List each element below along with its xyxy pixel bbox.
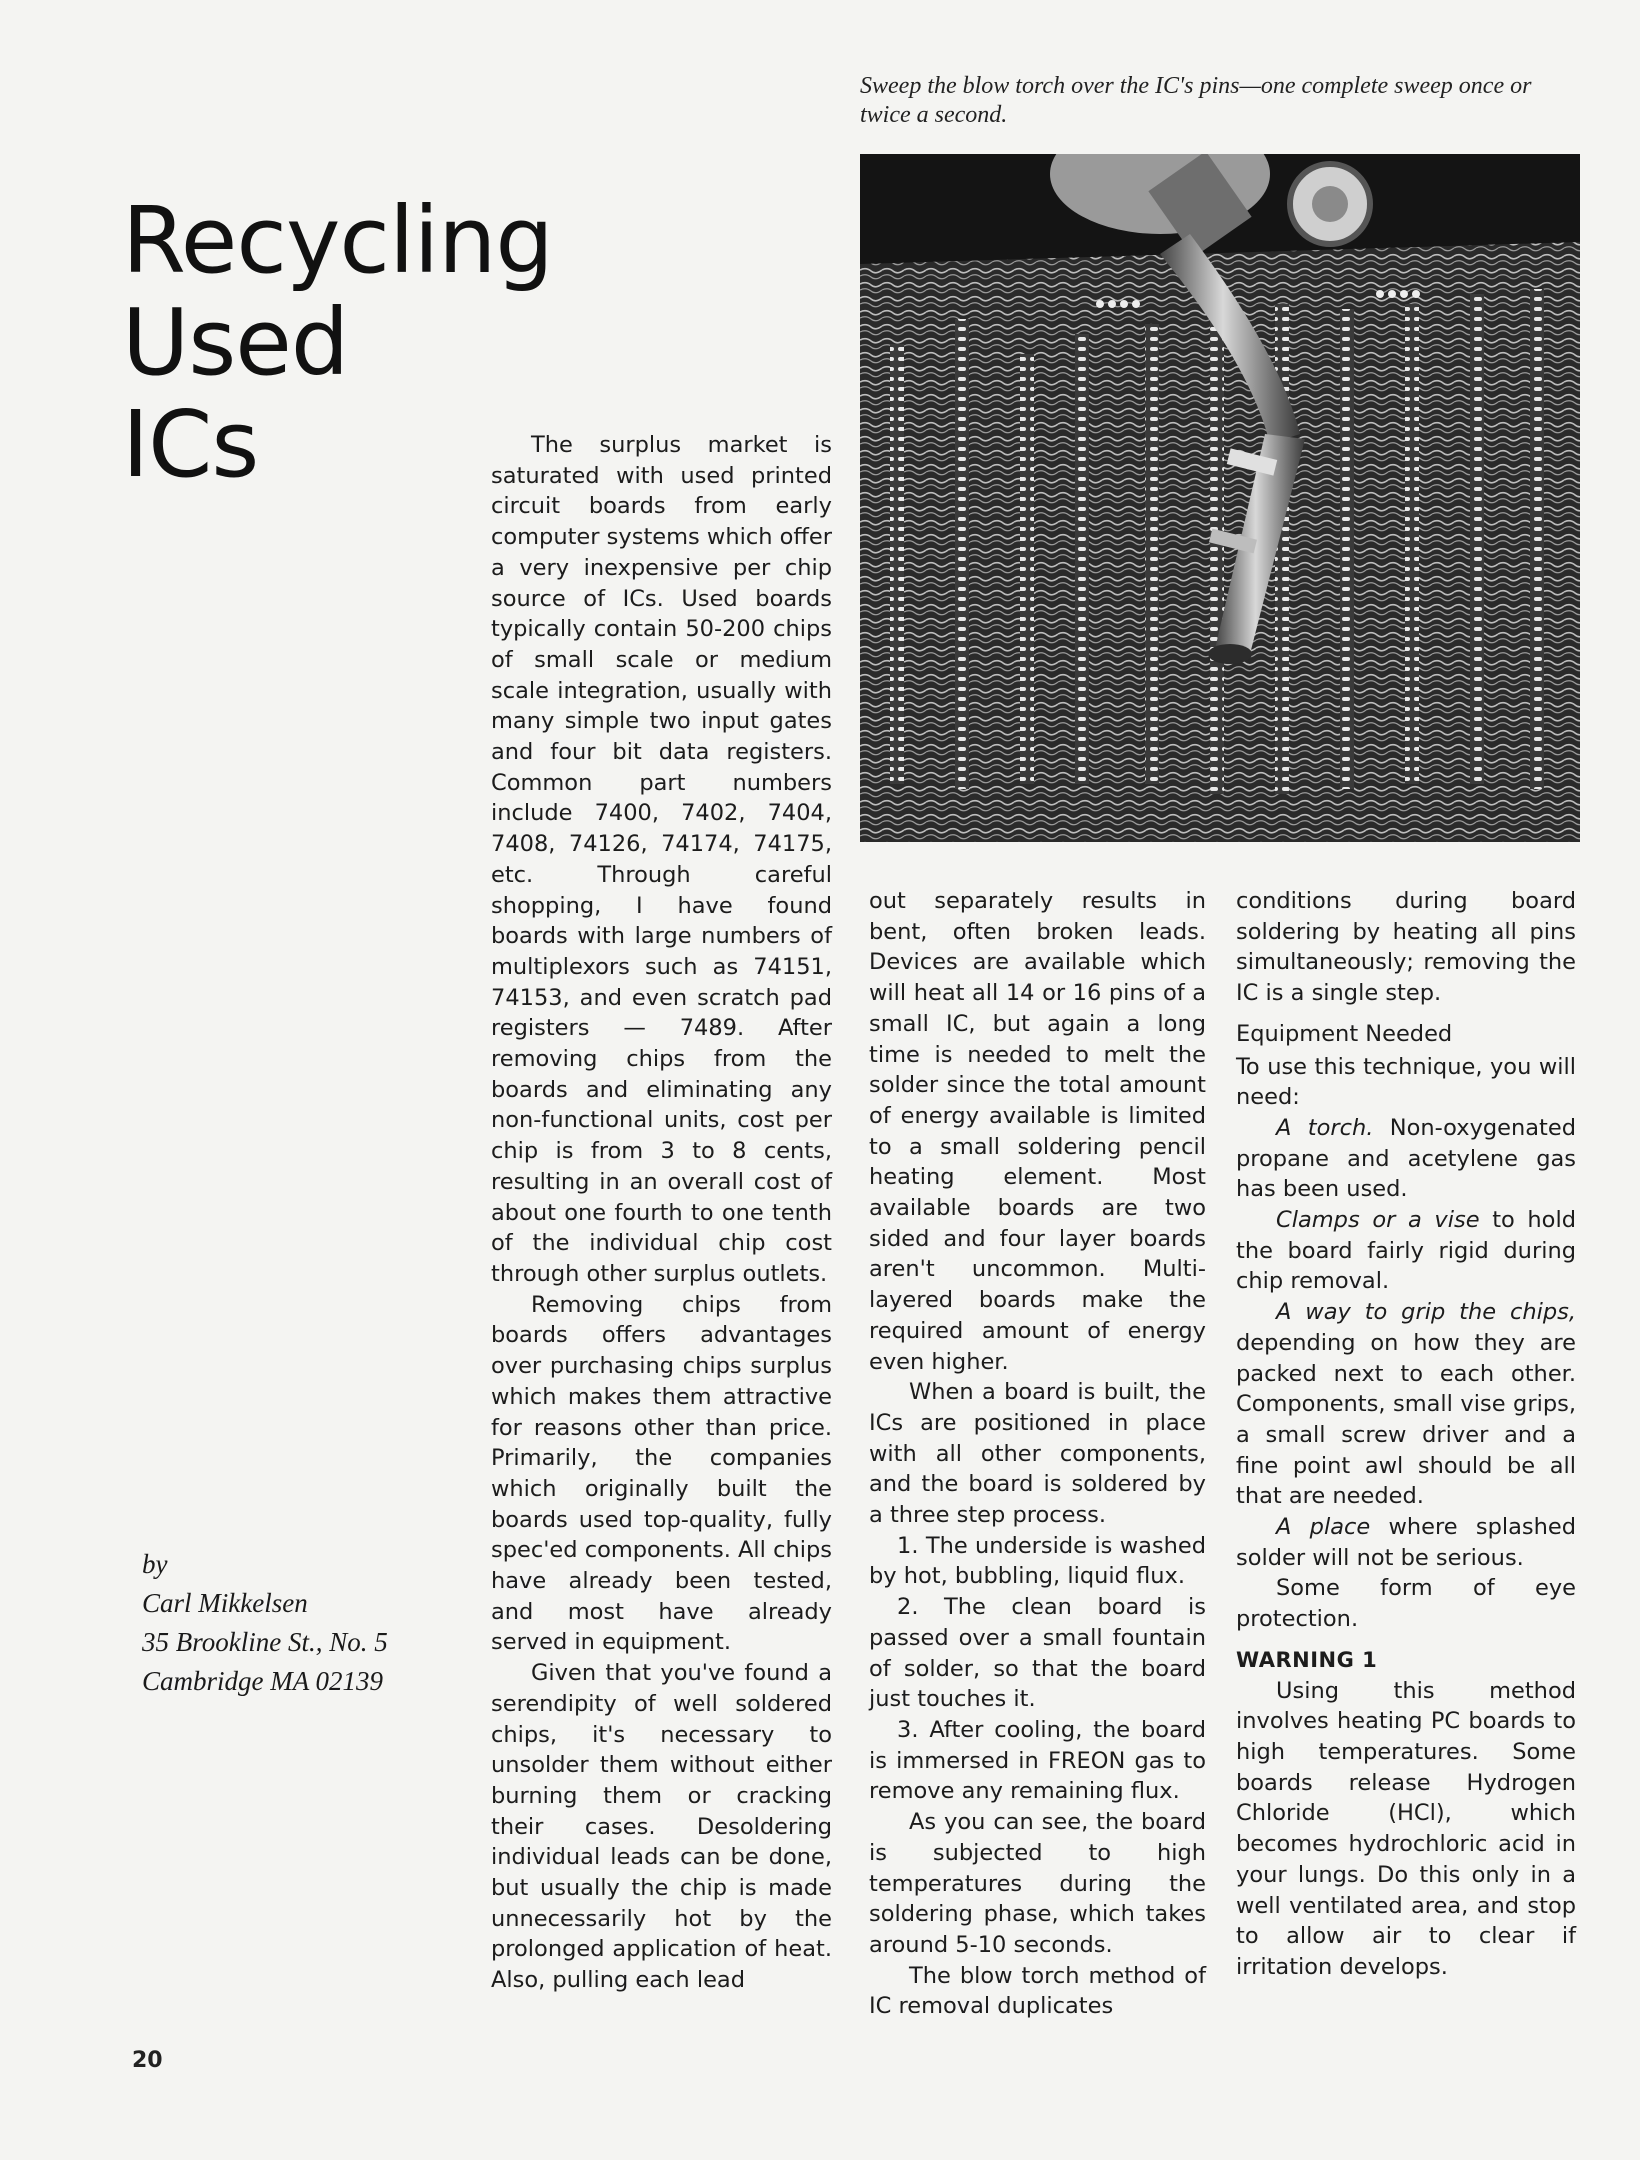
paragraph: The blow torch method of IC removal duplicates <box>869 1962 1206 2020</box>
paragraph: Removing chips from boards offers advantages over purchasing chips surplus which makes them attractive for reasons other than price. Primarily, the companies which originally built the boards used top-quality, fully spec'ed components. All chips have already been tested, and most have already served in equipment. <box>491 1291 832 1656</box>
paragraph: Some form of eye protection. <box>1236 1575 1576 1633</box>
equipment-text: to hold the board fairly rigid during chip removal. <box>1236 1207 1576 1295</box>
section-heading: Equipment Needed <box>1236 1020 1453 1047</box>
paragraph: out separately results in bent, often broken leads. Devices are available which will heat all 14 or 16 pins of a small IC, but again a long time is needed to melt the solder since the total amount of energy available is limited to a small soldering pencil heating element. Most available boards are two sided and four layer boards aren't uncommon. Multi-layered boards make the required amount of energy even higher. <box>869 888 1206 1375</box>
equipment-label: A way to grip the chips, <box>1276 1299 1576 1326</box>
equipment-label: Clamps or a vise <box>1276 1207 1480 1234</box>
warning-text: Using this method involves heating PC boards to high temperatures. Some boards release Hydrogen Chloride (HCl), which becomes hydrochloric acid in your lungs. Do this only in a well ventilated area, and stop to allow air to clear if irritation develops. <box>1236 1677 1576 1980</box>
circuit-board-illustration <box>860 154 1580 842</box>
article-column-3 <box>1236 886 1576 1983</box>
process-step: 2. The clean board is passed over a small fountain of solder, so that the board just touches it. <box>869 1594 1206 1713</box>
warning-heading: WARNING 1 <box>1236 1647 1378 1672</box>
process-step: 1. The underside is washed by hot, bubbling, liquid flux. <box>869 1532 1206 1590</box>
article-column-1 <box>491 430 832 1996</box>
equipment-text: where splashed solder will not be serious. <box>1236 1514 1576 1571</box>
circuit-board-photo <box>860 154 1580 842</box>
equipment-label: A place <box>1276 1514 1371 1541</box>
paragraph: As you can see, the board is subjected to high temperatures during the soldering phase, which takes around 5-10 seconds. <box>869 1809 1206 1958</box>
photo-caption: Sweep the blow torch over the IC's pins—one complete sweep once or twice a second. <box>860 73 1532 128</box>
title-line: Recycling <box>122 187 553 294</box>
paragraph: Given that you've found a serendipity of well soldered chips, it's necessary to unsolder them without either burning them or cracking their cases. Desoldering individual leads can be done, but usually the chip is made unnecessarily hot by the prolonged application of heat. Also, pulling each lead <box>491 1660 832 1994</box>
equipment-text: Non-oxygenated propane and acetylene gas has been used. <box>1236 1114 1577 1203</box>
article-column-2 <box>869 886 1206 2022</box>
equipment-item <box>1236 1113 1576 1205</box>
author-city: Cambridge MA 02139 <box>142 1666 383 1696</box>
byline-by: by <box>142 1549 168 1579</box>
process-step: 3. After cooling, the board is immersed in FREON gas to remove any remaining flux. <box>869 1716 1206 1805</box>
paragraph: When a board is built, the ICs are positioned in place with all other components, and the board is soldered by a three step process. <box>869 1379 1206 1529</box>
page-number: 20 <box>132 2048 163 2073</box>
author-name: Carl Mikkelsen <box>142 1588 308 1618</box>
title-line: ICs <box>122 391 259 498</box>
equipment-item <box>1236 1297 1576 1512</box>
equipment-label: A torch. <box>1276 1114 1374 1141</box>
paragraph: The surplus market is saturated with used printed circuit boards from early computer systems which offer a very inexpensive per chip source of ICs. Used boards typically contain 50-200 chips of small scale or medium scale integration, usually with many simple two input gates and four bit data registers. Common part numbers include 7400, 7402, 7404, 7408, 74126, 74174, 74175, etc. Through careful shopping, I have found boards with large numbers of multiplexors such as 74151, 74153, and even scratch pad registers — 7489. After removing chips from the boards and eliminating any non-functional units, cost per chip is from 3 to 8 cents, resulting in an overall cost of about one fourth to one tenth of the individual chip cost through other surplus outlets. <box>491 432 832 1287</box>
title-line: Used <box>122 289 349 396</box>
equipment-item <box>1236 1512 1576 1573</box>
paragraph: To use this technique, you will need: <box>1236 1053 1576 1111</box>
equipment-text: depending on how they are packed next to each other. Components, small vise grips, a small screw driver and a fine point awl should be all that are needed. <box>1236 1329 1576 1510</box>
byline <box>142 1545 482 1701</box>
equipment-item <box>1236 1205 1576 1297</box>
paragraph: conditions during board soldering by heating all pins simultaneously; removing the IC is a single step. <box>1236 888 1576 1007</box>
author-address: 35 Brookline St., No. 5 <box>142 1627 388 1657</box>
